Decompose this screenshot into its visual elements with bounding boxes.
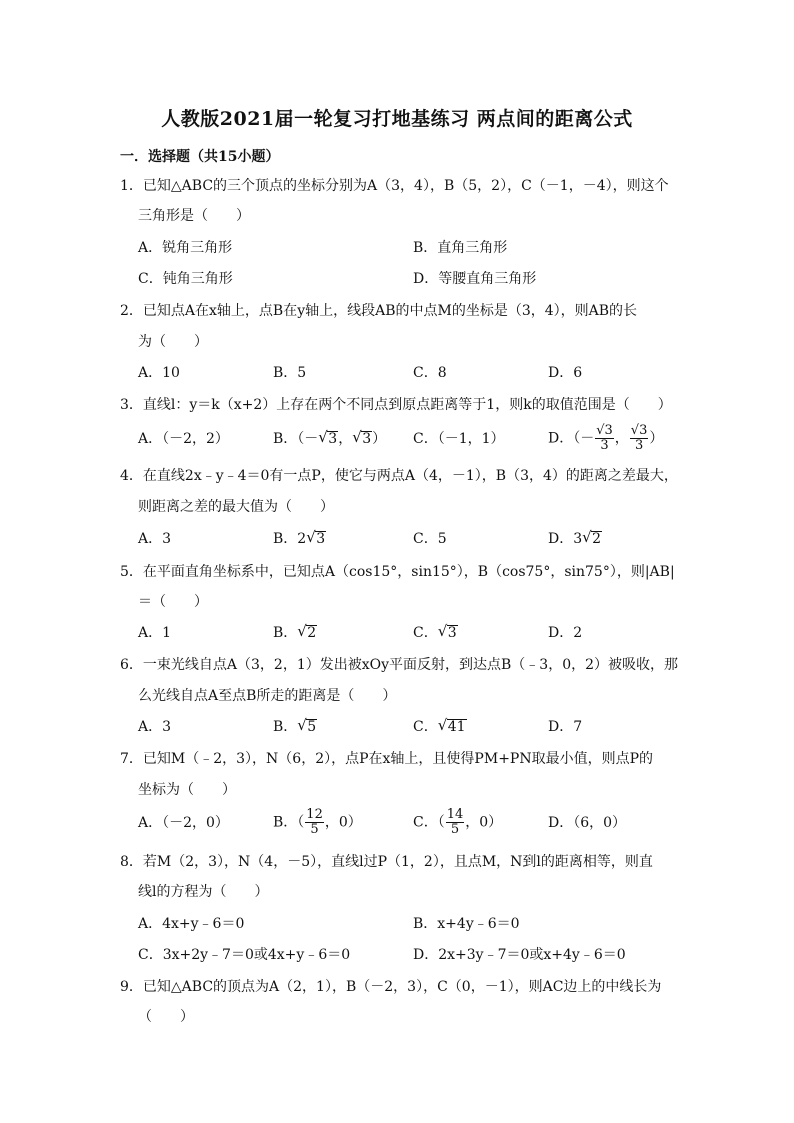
question-6-option-d: D．7: [548, 719, 583, 735]
question-1-line-2: 三角形是（ ）: [138, 208, 250, 224]
question-6-line-2: 么光线自点A至点B所走的距离是（ ）: [138, 688, 397, 704]
question-7-option-b: B．（ $\frac{12}{5}$ ，0）: [273, 807, 362, 837]
question-7-line-1: 7．已知M（﹣2，3），N（6，2），点P在x轴上，且使得PM+PN取最小值，则点P的: [120, 751, 654, 767]
question-9-line-1: 9．已知△ABC的顶点为A（2，1），B（－2，3），C（0，－1），则AC边上的中线长为: [120, 979, 662, 995]
question-5-option-d: D．2: [548, 625, 583, 641]
question-6-option-a: A．3: [138, 719, 172, 735]
sqrt-symbol: √ 3: [318, 430, 338, 448]
question-4-line-1: 4．在直线2x﹣y﹣4＝0有一点P，使它与两点A（4，－1），B（3，4）的距离之差最大，: [120, 468, 678, 484]
question-8-option-c: C．3x+2y﹣7＝0或4x+y﹣6＝0: [138, 947, 351, 963]
sqrt-symbol: √ 3: [352, 430, 372, 448]
question-1-option-a: A．锐角三角形: [138, 240, 233, 256]
question-1-option-d: D．等腰直角三角形: [413, 271, 537, 287]
question-2-option-b: B．5: [273, 365, 307, 381]
question-1-option-b: B．直角三角形: [413, 240, 508, 256]
question-3-line-1: 3．直线l：y＝k（x+2）上存在两个不同点到原点距离等于1，则k的取值范围是（ ）: [120, 397, 672, 413]
question-6-option-b: B．√ 5: [273, 718, 317, 736]
document-title: 人教版2021届一轮复习打地基练习 两点间的距离公式: [161, 108, 633, 130]
question-8-option-a: A．4x+y﹣6＝0: [138, 916, 245, 932]
question-4-option-a: A．3: [138, 531, 172, 547]
question-8-option-b: B．x+4y﹣6＝0: [413, 916, 520, 932]
question-4-option-d: D．3√ 2: [548, 530, 602, 548]
sqrt-symbol: √ 2: [297, 624, 317, 642]
question-4-option-b: B．2√ 3: [273, 530, 326, 548]
question-1-line-1: 1．已知△ABC的三个顶点的坐标分别为A（3，4），B（5，2），C（－1，－4），则这个: [120, 178, 669, 194]
question-8-line-2: 线l的方程为（ ）: [138, 884, 269, 900]
question-7-option-a: A．（－2，0）: [138, 815, 229, 831]
question-2-option-a: A．10: [138, 365, 180, 381]
question-2-line-2: 为（ ）: [138, 334, 208, 350]
sqrt-symbol: √ 2: [582, 530, 602, 548]
question-8-option-d: D．2x+3y﹣7＝0或x+4y﹣6＝0: [413, 947, 626, 963]
fraction: $\frac{√3}{3}$: [596, 423, 613, 453]
question-3-option-b: B．（－√ 3，√ 3）: [273, 430, 386, 448]
question-7-option-c: C．（ $\frac{14}{5}$ ，0）: [413, 807, 503, 837]
question-9-line-2: （ ）: [138, 1009, 194, 1025]
question-7-option-d: D．（6，0）: [548, 815, 627, 831]
question-5-option-a: A．1: [138, 625, 172, 641]
question-4-line-2: 则距离之差的最大值为（ ）: [138, 499, 334, 515]
fraction: $\frac{12}{5}$: [306, 807, 323, 837]
question-5-option-b: B．√ 2: [273, 624, 317, 642]
question-3-option-c: C．（－1，1）: [413, 431, 505, 447]
question-6-line-1: 6．一束光线自点A（3，2，1）发出被xOy平面反射，到达点B（﹣3，0，2）被吸收，那: [120, 657, 679, 673]
sqrt-symbol: √ 41: [438, 718, 467, 736]
question-4-option-c: C．5: [413, 531, 447, 547]
question-7-line-2: 坐标为（ ）: [138, 782, 236, 798]
sqrt-symbol: √ 3: [306, 530, 326, 548]
question-2-option-c: C．8: [413, 365, 447, 381]
sqrt-symbol: √ 3: [438, 624, 458, 642]
question-5-line-1: 5．在平面直角坐标系中，已知点A（cos15°，sin15°），B（cos75°，sin75°），则|AB|: [120, 564, 675, 580]
question-5-option-c: C．√ 3: [413, 624, 458, 642]
question-2-option-d: D．6: [548, 365, 583, 381]
question-8-line-1: 8．若M（2，3），N（4，－5），直线l过P（1，2），且点M，N到l的距离相等，则直: [120, 854, 653, 870]
fraction: $\frac{√3}{3}$: [630, 423, 648, 453]
question-5-line-2: ＝（ ）: [138, 594, 208, 610]
question-3-option-a: A．（－2，2）: [138, 431, 229, 447]
question-3-option-d: D．（－ $\frac{√3}{3}$ ， $\frac{√3}{3}$ ）: [548, 423, 664, 453]
question-6-option-c: C．√ 41: [413, 718, 467, 736]
question-1-option-c: C．钝角三角形: [138, 271, 233, 287]
fraction: $\frac{14}{5}$: [446, 807, 464, 837]
question-2-line-1: 2．已知点A在x轴上，点B在y轴上，线段AB的中点M的坐标是（3，4），则AB的长: [120, 303, 638, 319]
sqrt-symbol: √ 5: [297, 718, 317, 736]
section-heading: 一．选择题（共15小题）: [120, 149, 280, 165]
